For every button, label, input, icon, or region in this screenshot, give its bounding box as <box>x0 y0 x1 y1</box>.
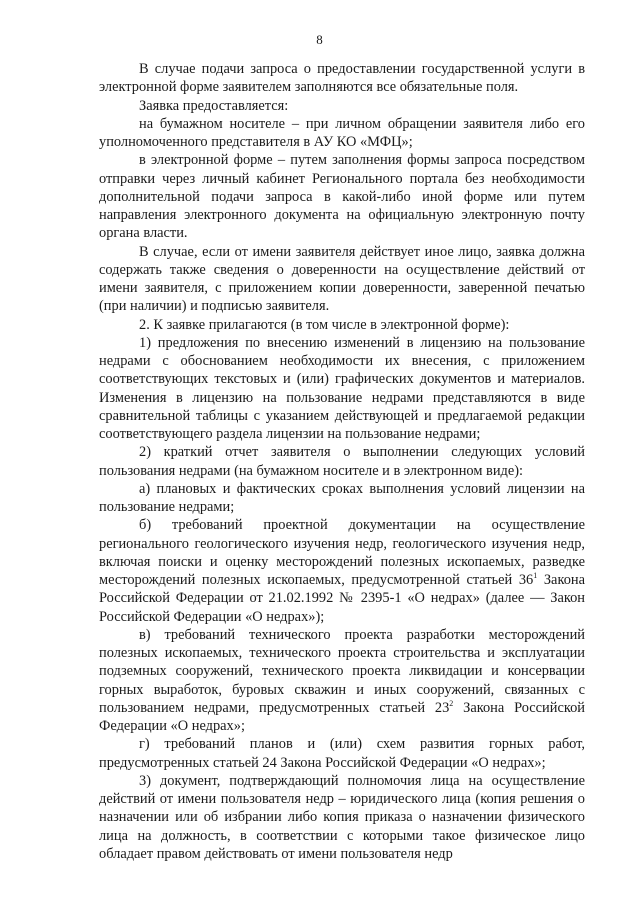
paragraph: на бумажном носителе – при личном обращении заявителя либо его уполномоченного представителя в АУ КО «МФЦ»; <box>99 115 585 150</box>
paragraph: г) требований планов и (или) схем развития горных работ, предусмотренных статьей 24 Закона Российской Федерации «О недрах»; <box>99 736 585 771</box>
paragraph-text: в) требований технического проекта разработки месторождений полезных ископаемых, технического проекта строительства и эксплуатации подземных сооружений, технического проекта ликвидации и консервации горных выработок, буровых скважин и иных сооружений, связанных с пользованием недрами, предусмотренных статьей 23 <box>99 626 585 716</box>
paragraph: 2. К заявке прилагаются (в том числе в электронной форме): <box>139 316 510 333</box>
paragraph: 1) предложения по внесению изменений в лицензию на пользование недрами с обоснованием необходимости их внесения, с приложением соответствующих текстовых и (или) графических документов и материалов. Изменения в лицензию на пользование недрами представляются в виде сравнительной таблицы с указанием действующей и предлагаемой редакции соответствующего раздела лицензии на пользование недрами; <box>99 334 585 442</box>
paragraph: а) плановых и фактических сроках выполнения условий лицензии на пользование недрами; <box>99 480 585 515</box>
page-number: 8 <box>316 32 323 47</box>
paragraph: В случае подачи запроса о предоставлении государственной услуги в электронной форме заявителем заполняются все обязательные поля. <box>99 61 585 96</box>
document-body <box>99 60 585 863</box>
paragraph <box>99 626 585 736</box>
paragraph-text: Закона Российской Федерации «О недрах»; <box>99 699 585 734</box>
paragraph: 2) краткий отчет заявителя о выполнении следующих условий пользования недрами (на бумажном носителе и в электронном виде): <box>99 444 585 479</box>
paragraph <box>99 516 585 626</box>
paragraph: В случае, если от имени заявителя действует иное лицо, заявка должна содержать также сведения о доверенности на осуществление действий от имени заявителя, с приложением копии доверенности, заверенной печатью (при наличии) и подписью заявителя. <box>99 243 585 315</box>
paragraph: 3) документ, подтверждающий полномочия лица на осуществление действий от имени пользователя недр – юридического лица (копия решения о назначении или об избрании либо копия приказа о назначении физического лица на должность, в соответствии с которыми такое физическое лицо обладает правом действовать от имени пользователя недр <box>99 772 585 862</box>
paragraph: Заявка предоставляется: <box>139 97 289 114</box>
paragraph-text: Закона Российской Федерации от 21.02.1992 № 2395-1 «О недрах» (далее — Закон Российской Федерации «О недрах»); <box>99 572 585 625</box>
paragraph: в электронной форме – путем заполнения формы запроса посредством отправки через личный кабинет Регионального портала без необходимости дополнительной подачи запроса в какой-либо иной форме или путем направления электронного документа на официальную электронную почту органа власти. <box>99 152 585 242</box>
footnote-superscript: 2 <box>449 698 454 708</box>
footnote-superscript: 1 <box>533 571 538 581</box>
paragraph-text: б) требований проектной документации на осуществление регионального геологического изучения недр, геологического изучения недр, включая поиски и оценку месторождений полезных ископаемых, разведке месторождений полезных ископаемых, предусмотренной статьей 36 <box>99 517 585 588</box>
